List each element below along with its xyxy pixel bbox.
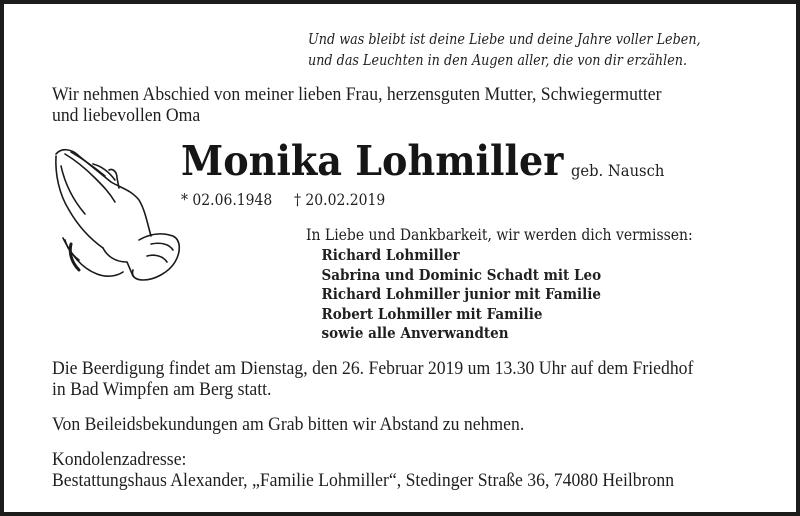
quote-line-1: Und was bleibt ist deine Liebe und deine Jahre voller Leben, <box>308 32 701 48</box>
mourner-name: Robert Lohmiller mit Familie <box>321 304 543 323</box>
intro-line-2: und liebevollen Oma <box>52 105 201 126</box>
deceased-name: Monika Lohmiller <box>181 137 564 185</box>
mourner-name: Sabrina und Dominic Schadt mit Leo <box>321 265 602 284</box>
funeral-line-2: in Bad Wimpfen am Berg statt. <box>52 379 272 400</box>
intro-line-1: Wir nehmen Abschied von meiner lieben Frau, herzensguten Mutter, Schwiegermutter <box>52 84 662 105</box>
birth-date: * 02.06.1948 <box>181 191 273 209</box>
address-label: Kondolenzadresse: <box>52 449 187 470</box>
mourners-list <box>306 246 617 344</box>
mourners-intro: In Liebe und Dankbarkeit, wir werden dich vermissen: <box>306 226 693 244</box>
quote-line-2: und das Leuchten in den Augen aller, die von dir erzählen. <box>308 53 688 69</box>
maiden-name: geb. Nausch <box>571 161 665 180</box>
funeral-line-1: Die Beerdigung findet am Dienstag, den 26. Februar 2019 um 13.30 Uhr auf dem Friedhof <box>52 358 694 379</box>
praying-hands-icon <box>51 144 191 284</box>
address-value: Bestattungshaus Alexander, „Familie Lohmiller“, Stedinger Straße 36, 74080 Heilbronn <box>52 470 675 491</box>
condolence-note: Von Beileidsbekundungen am Grab bitten wir Abstand zu nehmen. <box>52 414 525 435</box>
mourner-name: Richard Lohmiller <box>321 246 460 264</box>
death-date: † 20.02.2019 <box>294 191 386 209</box>
mourner-name: sowie alle Anverwandten <box>321 324 509 342</box>
mourner-name: Richard Lohmiller junior mit Familie <box>321 285 601 303</box>
